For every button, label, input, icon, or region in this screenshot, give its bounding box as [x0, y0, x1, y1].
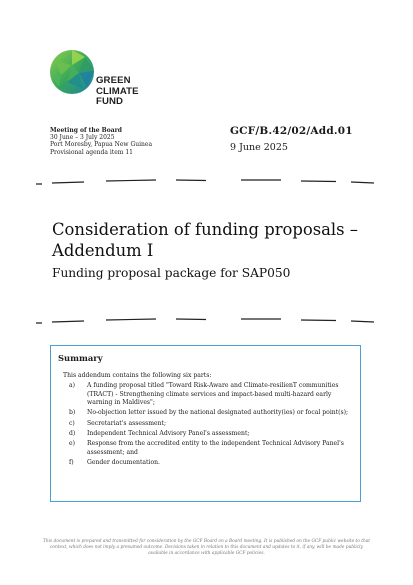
- meeting-dates: 30 June – 3 July 2025: [50, 134, 115, 142]
- list-text: Secretariat's assessment;: [87, 419, 167, 427]
- list-text: A funding proposal titled "Toward Risk-Aware and Climate-resilienT communities (TRACT) - Strengthening climate services and impact-based multi-hazard early warning in Maldives";: [87, 382, 339, 407]
- logo-wordmark: [96, 76, 139, 108]
- logo-line: FUND: [96, 96, 124, 107]
- list-marker: e): [69, 439, 75, 447]
- meeting-info: [50, 127, 152, 156]
- list-marker: d): [69, 429, 76, 437]
- logo-line: CLIMATE: [96, 85, 139, 97]
- title-line: Consideration of funding proposals –: [52, 220, 358, 239]
- list-item: [63, 409, 355, 418]
- document-code: GCF/B.42/02/Add.01: [230, 125, 353, 137]
- logo-line: GREEN: [96, 75, 131, 86]
- meeting-location: Port Moresby, Papua New Guinea: [50, 141, 153, 149]
- list-marker: a): [69, 382, 76, 389]
- divider-rule: [36, 316, 374, 326]
- document-title: [52, 219, 358, 261]
- meeting-agenda: Provisional agenda item 11: [50, 148, 133, 156]
- footer-disclaimer: This document is prepared and transmitted for consideration by the GCF Board on a Board meeting. It is published on the GCF public website to that context, which does not imply a presumed outcome. Decisions taken in relation to this document and updates to it, if any, will be made publicly available in accordance with applicable GCF policies.: [42, 539, 370, 556]
- document-subtitle: Funding proposal package for SAP050: [52, 266, 291, 280]
- divider-rule: [36, 177, 374, 187]
- summary-box: [50, 345, 361, 502]
- document-date: 9 June 2025: [230, 142, 288, 153]
- list-item: [63, 440, 355, 457]
- list-marker: c): [69, 419, 75, 427]
- list-item: [63, 430, 355, 439]
- list-marker: f): [69, 458, 74, 466]
- list-text: Gender documentation.: [87, 458, 160, 466]
- list-text: Independent Technical Advisory Panel's assessment;: [87, 429, 250, 437]
- list-item: [63, 382, 355, 408]
- globe-icon: [49, 49, 95, 95]
- document-reference: [230, 125, 353, 153]
- list-text: Response from the accredited entity to the independent Technical Advisory Panel's assessment; and: [87, 439, 344, 456]
- gcf-logo: [49, 49, 149, 111]
- summary-list: [63, 382, 355, 469]
- list-item: [63, 459, 355, 468]
- list-item: [63, 420, 355, 429]
- summary-heading: Summary: [58, 353, 103, 363]
- summary-intro: This addendum contains the following six parts:: [63, 372, 212, 379]
- meeting-heading: Meeting of the Board: [50, 127, 123, 134]
- list-marker: b): [69, 409, 76, 417]
- title-line: Addendum I: [52, 241, 154, 260]
- list-text: No-objection letter issued by the national designated authority(ies) or focal point(s);: [87, 409, 349, 417]
